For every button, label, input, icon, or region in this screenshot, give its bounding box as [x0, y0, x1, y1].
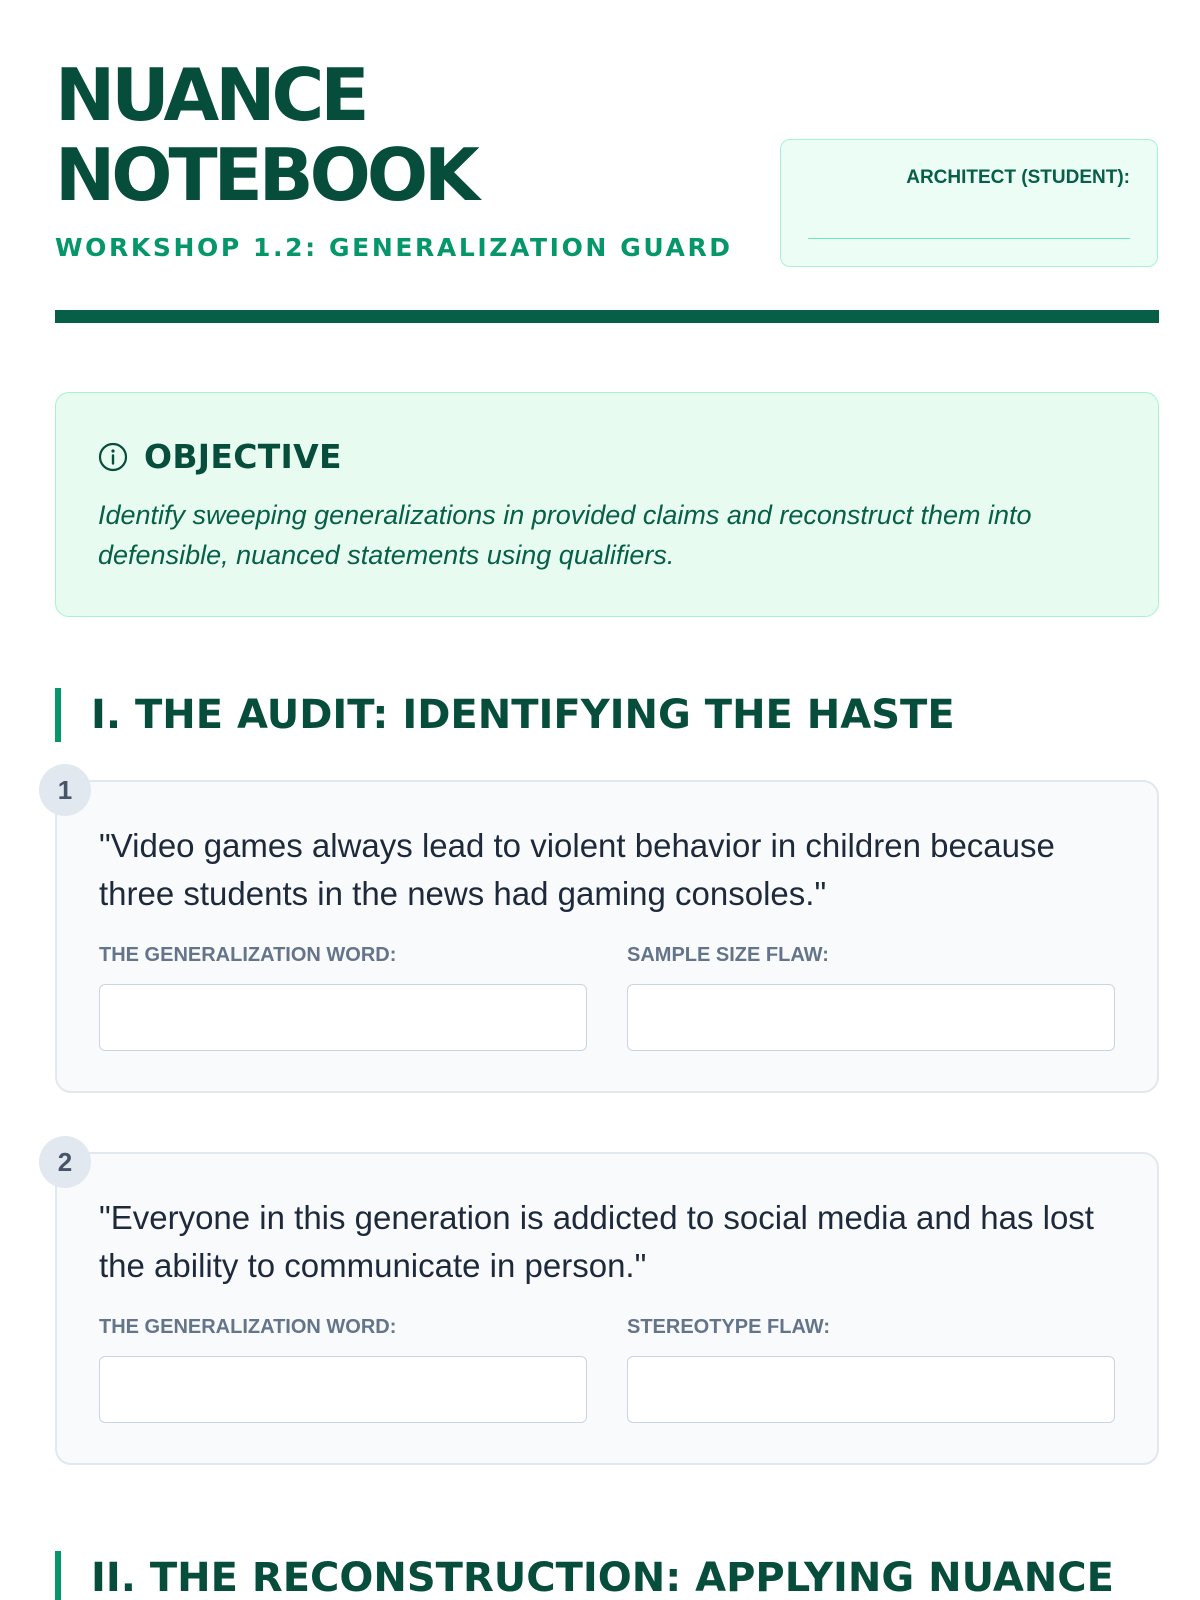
item-number-badge: 1	[39, 764, 91, 816]
page-header	[55, 55, 1159, 325]
sample-size-flaw-label: SAMPLE SIZE FLAW:	[627, 944, 829, 966]
item-number-badge: 2	[39, 1136, 91, 1188]
header-divider	[55, 310, 1159, 323]
page-title-line-1: NUANCE	[55, 53, 366, 137]
student-name-box	[780, 139, 1158, 267]
generalization-word-label: THE GENERALIZATION WORD:	[99, 1316, 397, 1338]
claim-text: "Everyone in this generation is addicted to social media and has lost the ability to communicate in person."	[99, 1199, 1094, 1284]
generalization-word-input[interactable]	[99, 984, 587, 1051]
objective-box	[55, 392, 1159, 617]
page-title-line-2: NOTEBOOK	[55, 133, 476, 217]
objective-header	[98, 437, 342, 476]
audit-item-card	[55, 1147, 1159, 1465]
stereotype-flaw-input[interactable]	[627, 1356, 1115, 1423]
section-heading-reconstruction: II. THE RECONSTRUCTION: APPLYING NUANCE	[55, 1551, 1159, 1600]
claim-text: "Video games always lead to violent behavior in children because three students in the news had gaming consoles."	[99, 827, 1055, 912]
stereotype-flaw-label: STEREOTYPE FLAW:	[627, 1316, 830, 1338]
student-name-line[interactable]	[808, 238, 1130, 239]
generalization-word-label: THE GENERALIZATION WORD:	[99, 944, 397, 966]
generalization-word-input[interactable]	[99, 1356, 587, 1423]
info-icon	[98, 442, 128, 472]
section-heading-audit: I. THE AUDIT: IDENTIFYING THE HASTE	[55, 688, 1159, 742]
student-name-label: ARCHITECT (STUDENT):	[906, 167, 1130, 188]
audit-item-card	[55, 775, 1159, 1093]
sample-size-flaw-input[interactable]	[627, 984, 1115, 1051]
workshop-subtitle: WORKSHOP 1.2: GENERALIZATION GUARD	[55, 233, 733, 262]
objective-text: Identify sweeping generalizations in provided claims and reconstruct them into defensible, nuanced statements using qualifiers.	[98, 500, 1032, 570]
objective-title: OBJECTIVE	[144, 437, 342, 476]
